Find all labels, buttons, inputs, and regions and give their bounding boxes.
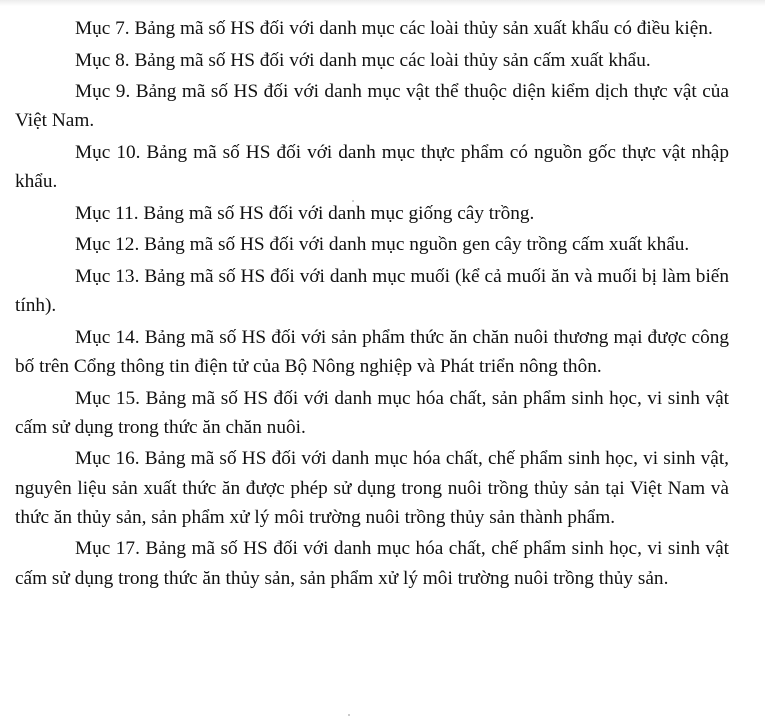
item-muc-8: Mục 8. Bảng mã số HS đối với danh mục các loài thủy sản cấm xuất khẩu. bbox=[75, 49, 651, 71]
item-muc-17: Mục 17. Bảng mã số HS đối với danh mục hóa chất, chế phẩm sinh học, vi sinh vật cấm sử dụng trong thức ăn thủy sản, sản phẩm xử lý môi trường nuôi trồng thủy sản. bbox=[15, 538, 729, 589]
item-muc-15: Mục 15. Bảng mã số HS đối với danh mục hóa chất, sản phẩm sinh học, vi sinh vật cấm sử dụng trong thức ăn chăn nuôi. bbox=[15, 387, 729, 438]
scan-speck bbox=[352, 200, 354, 202]
scan-speck bbox=[348, 714, 350, 716]
item-muc-9: Mục 9. Bảng mã số HS đối với danh mục vật thể thuộc diện kiểm dịch thực vật của Việt Nam. bbox=[15, 81, 729, 132]
item-muc-13: Mục 13. Bảng mã số HS đối với danh mục muối (kể cả muối ăn và muối bị làm biến tính). bbox=[15, 265, 729, 317]
item-muc-14: Mục 14. Bảng mã số HS đối với sản phẩm thức ăn chăn nuôi thương mại được công bố trên Cổng thông tin điện tử của Bộ Nông nghiệp và Phát triển nông thôn. bbox=[15, 326, 729, 377]
item-muc-12: Mục 12. Bảng mã số HS đối với danh mục nguồn gen cây trồng cấm xuất khẩu. bbox=[75, 234, 690, 256]
item-muc-10: Mục 10. Bảng mã số HS đối với danh mục thực phẩm có nguồn gốc thực vật nhập khẩu. bbox=[15, 141, 729, 193]
item-muc-11: Mục 11. Bảng mã số HS đối với danh mục giống cây trồng. bbox=[75, 202, 535, 224]
document-page bbox=[15, 14, 729, 595]
item-muc-7: Mục 7. Bảng mã số HS đối với danh mục các loài thủy sản xuất khẩu có điều kiện. bbox=[75, 18, 713, 39]
item-muc-16: Mục 16. Bảng mã số HS đối với danh mục hóa chất, chế phẩm sinh học, vi sinh vật, nguyên liệu sản xuất thức ăn được phép sử dụng trong nuôi trồng thủy sản tại Việt Nam và thức ăn thủy sản, sản phẩm xử lý môi trường nuôi trồng thủy sản thành phẩm. bbox=[15, 448, 729, 528]
scan-top-edge bbox=[0, 0, 765, 6]
